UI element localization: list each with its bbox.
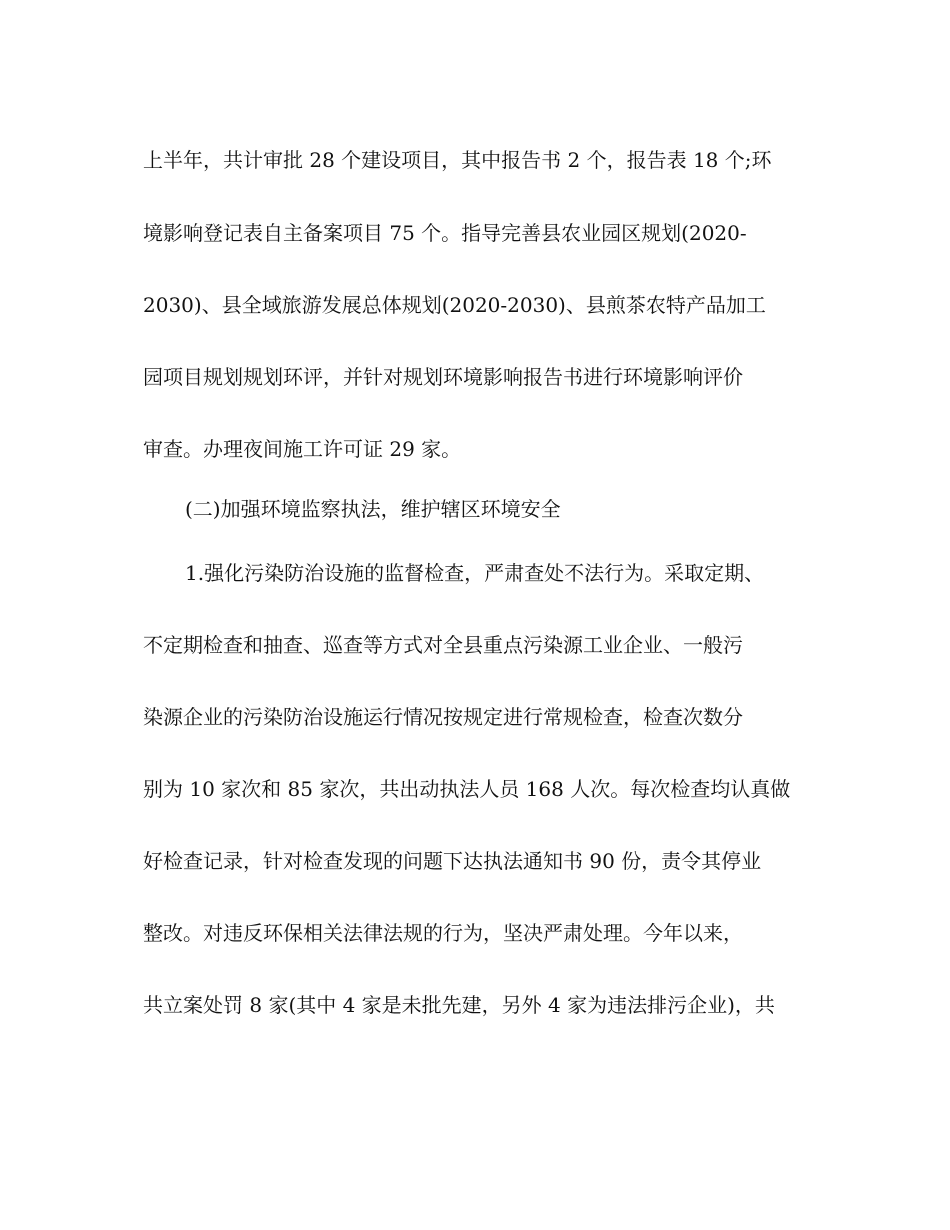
paragraph-line: 共立案处罚 8 家(其中 4 家是未批先建，另外 4 家为违法排污企业)，共 xyxy=(143,993,775,1017)
paragraph-line: 审查。办理夜间施工许可证 29 家。 xyxy=(143,437,462,461)
paragraph-line: 1.强化污染防治设施的监督检查，严肃查处不法行为。采取定期、 xyxy=(185,561,765,585)
section-heading: (二)加强环境监察执法，维护辖区环境安全 xyxy=(185,497,561,521)
paragraph-line: 上半年，共计审批 28 个建设项目，其中报告书 2 个，报告表 18 个;环 xyxy=(143,148,772,172)
paragraph-line: 2030)、县全域旅游发展总体规划(2020-2030)、县煎茶农特产品加工 xyxy=(143,293,766,317)
paragraph-line: 境影响登记表自主备案项目 75 个。指导完善县农业园区规划(2020- xyxy=(143,221,747,245)
paragraph-line: 整改。对违反环保相关法律法规的行为，坚决严肃处理。今年以来， xyxy=(143,921,743,945)
paragraph-line: 园项目规划规划环评，并针对规划环境影响报告书进行环境影响评价 xyxy=(143,365,743,389)
paragraph-line: 好检查记录，针对检查发现的问题下达执法通知书 90 份，责令其停业 xyxy=(143,849,762,873)
paragraph-line: 染源企业的污染防治设施运行情况按规定进行常规检查，检查次数分 xyxy=(143,705,743,729)
paragraph-line: 别为 10 家次和 85 家次，共出动执法人员 168 人次。每次检查均认真做 xyxy=(143,777,791,801)
paragraph-line: 不定期检查和抽查、巡查等方式对全县重点污染源工业企业、一般污 xyxy=(143,633,743,657)
